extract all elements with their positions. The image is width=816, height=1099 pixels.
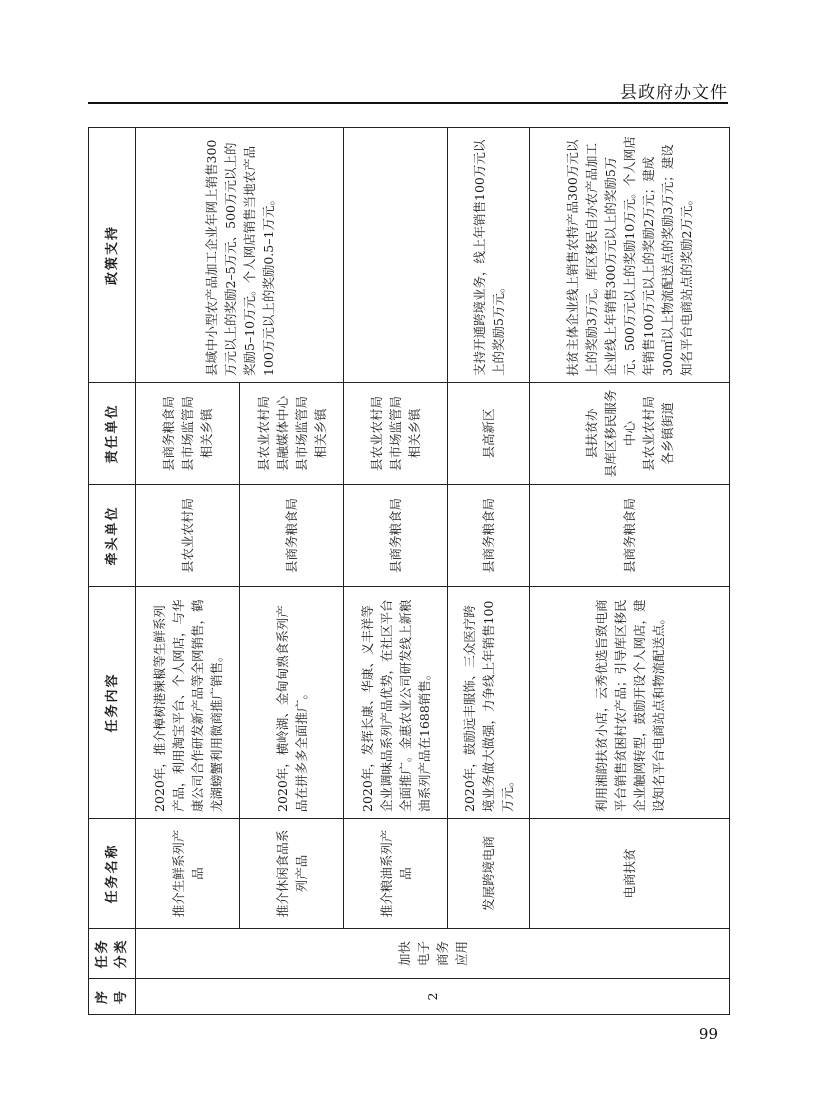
cell-task-name: 电商扶贫 bbox=[530, 819, 730, 929]
policy-table-container bbox=[88, 128, 728, 1015]
col-header-task-name: 任务名称 bbox=[89, 819, 136, 929]
cell-lead-unit: 县商务粮食局 bbox=[240, 485, 344, 587]
col-header-category: 任务分类 bbox=[89, 929, 136, 979]
cell-responsible-unit: 县商务粮食局 县市场监管局 相关乡镇 bbox=[136, 383, 240, 485]
cell-lead-unit: 县商务粮食局 bbox=[530, 485, 730, 587]
cell-task-content: 2020年，鼓励远丰服饰、三众医疗跨境业务做大做强，力争线上年销售100万元。 bbox=[448, 587, 530, 819]
cell-task-content: 利用湘韵扶贫小店，云秀优选旨致电商平台销售贫困村农产品；引导库区移民企业触网转型，鼓励开设个人网店，建设知名平台电商站点和物流配送点。 bbox=[530, 587, 730, 819]
cell-task-content: 2020年，推介樟树港辣椒等生鲜系列产品，利用淘宝平台、个人网店，与华康公司合作研发新产品等全网销售，鹤龙湖螃蟹利用微商推广销售。 bbox=[136, 587, 240, 819]
cell-responsible-unit: 县高新区 bbox=[448, 383, 530, 485]
cell-task-name: 推介粮油系列产品 bbox=[344, 819, 448, 929]
table-row bbox=[530, 128, 730, 1015]
col-header-seq: 序号 bbox=[89, 979, 136, 1015]
cell-responsible-unit: 县扶贫办 县库区移民服务中心 县农业农村局 各乡镇街道 bbox=[530, 383, 730, 485]
cell-category: 加快电子商务应用 bbox=[136, 929, 730, 979]
cell-seq: 2 bbox=[136, 979, 730, 1015]
cell-lead-unit: 县商务粮食局 bbox=[344, 485, 448, 587]
table-row bbox=[344, 128, 448, 1015]
cell-lead-unit: 县农业农村局 bbox=[136, 485, 240, 587]
cell-task-content: 2020年，发挥长康、华康、义丰祥等企业调味品系列产品优势，在社区平台全面推广。金惠农业公司研发线上新粮油系列产品在1688销售。 bbox=[344, 587, 448, 819]
cell-responsible-unit: 县农业农村局 县市场监管局 相关乡镇 bbox=[344, 383, 448, 485]
cell-policy-support: 支持开通跨境业务，线上年销售100万元以上的奖励5万元。 bbox=[448, 128, 530, 383]
table-row bbox=[448, 128, 530, 1015]
cell-task-name: 推介生鲜系列产品 bbox=[136, 819, 240, 929]
cell-policy-support: 扶贫主体企业线上销售农特产品300万元以上的奖励3万元。库区移民自办农产品加工企业线上年销售300万元以上的奖励5万元、500万元以上的奖励10万元。个人网店年销售100万元以上的奖励2万元；建成300㎡以上物流配送点的奖励3万元；建设知名平台电商站点的奖励2万元。 bbox=[530, 128, 730, 383]
page-number: 99 bbox=[698, 1025, 718, 1043]
cell-policy-support: 县域中小型农产品加工企业年网上销售300万元以上的奖励2–5万元、500万元以上的奖励5–10万元。个人网店销售当地农产品100万元以上的奖励0.5–1万元。 bbox=[136, 128, 344, 383]
table-header-row bbox=[89, 128, 136, 1015]
header-rule bbox=[88, 102, 728, 104]
table-row bbox=[136, 128, 240, 1015]
policy-table bbox=[88, 127, 730, 1015]
col-header-task-content: 任务内容 bbox=[89, 587, 136, 819]
document-header-title: 县政府办文件 bbox=[620, 83, 728, 103]
cell-task-name: 发展跨境电商 bbox=[448, 819, 530, 929]
cell-policy-support bbox=[344, 128, 448, 383]
cell-lead-unit: 县商务粮食局 bbox=[448, 485, 530, 587]
cell-responsible-unit: 县农业农村局 县融媒体中心 县市场监管局 相关乡镇 bbox=[240, 383, 344, 485]
col-header-lead-unit: 牵头单位 bbox=[89, 485, 136, 587]
cell-task-name: 推介休闲食品系列产品 bbox=[240, 819, 344, 929]
col-header-policy-support: 政策支持 bbox=[89, 128, 136, 383]
cell-task-content: 2020年，横岭湖、金甸甸熟食系列产品在拼多多全面推广。 bbox=[240, 587, 344, 819]
col-header-responsible-unit: 责任单位 bbox=[89, 383, 136, 485]
